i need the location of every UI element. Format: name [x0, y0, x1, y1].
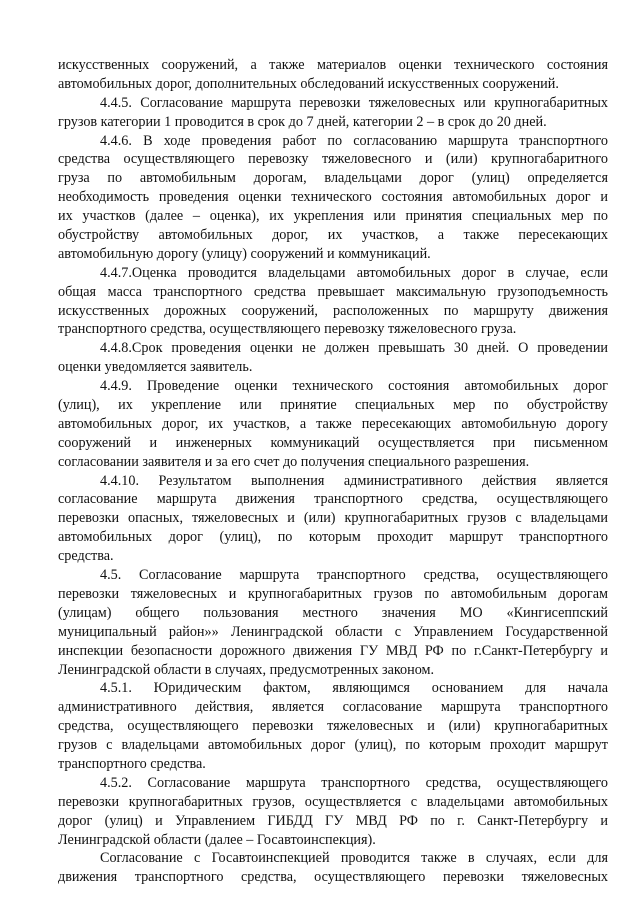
text-line: обустройству автомобильных дорог, их участков, а также пересекающих [58, 227, 608, 244]
text-line: административного действия, является согласование маршрута транспортного [58, 699, 608, 716]
paragraph-p-4-5-2 [58, 774, 608, 850]
text-line: оценки уведомляется заявитель. [58, 359, 253, 376]
text-line: перевозки тяжеловесных и крупногабаритных грузов по автомобильным дорогам [58, 585, 608, 602]
text-line: транспортного средства. [58, 755, 206, 772]
text-line: их участков (далее – оценка), их укрепления или принятия специальных мер по [58, 208, 608, 225]
text-line: 4.5. Согласование маршрута транспортного средства, осуществляющего [100, 567, 608, 584]
text-line: средства. [58, 548, 114, 565]
text-line: 4.4.8.Срок проведения оценки не должен превышать 30 дней. О проведении [100, 340, 608, 357]
text-line: необходимость проведения оценки технического состояния автомобильных дорог и [58, 189, 608, 206]
text-line: средства, осуществляющего перевозки тяжеловесных и (или) крупногабаритных [58, 718, 608, 735]
text-line: дорог (улиц) и Управлением ГИБДД ГУ МВД РФ по г. Санкт-Петербургу и [58, 812, 608, 829]
text-line: грузов с владельцами автомобильных дорог (улиц), по которым проходит маршрут [58, 737, 608, 754]
paragraph-p-final [58, 849, 608, 887]
text-line: 4.4.9. Проведение оценки технического состояния автомобильных дорог [100, 378, 608, 395]
paragraph-p-4-4-6 [58, 132, 608, 264]
text-line: искусственных дорожных сооружений, расположенных по маршруту движения [58, 302, 608, 319]
text-line: 4.4.6. В ходе проведения работ по согласованию маршрута транспортного [100, 132, 608, 149]
text-line: перевозки крупногабаритных грузов, осуществляется с владельцами автомобильных [58, 793, 608, 810]
text-line: 4.5.1. Юридическим фактом, являющимся основанием для начала [100, 680, 608, 697]
text-line: Ленинградской области в случаях, предусмотренных законом. [58, 661, 435, 678]
text-line: искусственных сооружений, а также материалов оценки технического состояния [58, 57, 608, 73]
text-line: 4.5.2. Согласование маршрута транспортного средства, осуществляющего [100, 774, 608, 791]
text-line: сооружений и инженерных коммуникаций осуществляется при письменном [58, 434, 608, 451]
text-line: автомобильную дорогу (улицу) сооружений и коммуникаций. [58, 245, 431, 262]
text-line: груза по автомобильным дорогам, владельцами дорог (улиц) определяется [58, 170, 608, 187]
text-line: автомобильных дорог, дополнительных обследований искусственных сооружений. [58, 75, 559, 92]
text-line: согласовании заявителя и за его счет до получения специального разрешения. [58, 453, 530, 470]
text-line: муниципальный район»» Ленинградской области с Управлением Государственной [58, 623, 608, 640]
text-line: грузов категории 1 проводится в срок до 7 дней, категории 2 – в срок до 20 дней. [58, 113, 547, 130]
text-line: (улицам) общего пользования местного значения МО «Кингисеппский [58, 604, 608, 621]
text-line: 4.4.10. Результатом выполнения административного действия является [100, 472, 608, 489]
text-line: 4.4.7.Оценка проводится владельцами автомобильных дорог в случае, если [100, 264, 608, 281]
text-line: движения транспортного средства, осуществляющего перевозки тяжеловесных [58, 869, 608, 886]
paragraph-p0 [58, 56, 608, 94]
paragraph-p-4-4-5 [58, 94, 608, 132]
paragraph-p-4-4-7 [58, 264, 608, 340]
paragraph-p-4-4-9 [58, 377, 608, 471]
text-line: автомобильных дорог, их участков, а также пересекающих автомобильную дорогу [58, 415, 608, 432]
paragraph-p-4-4-8 [58, 339, 608, 377]
text-line: перевозки опасных, тяжеловесных и (или) крупногабаритных грузов с владельцами [58, 510, 608, 527]
text-line: (улиц), их укрепление или принятие специальных мер по обустройству [58, 397, 608, 414]
text-line: Ленинградской области (далее – Госавтоинспекция). [58, 831, 376, 848]
document-page [58, 56, 608, 887]
text-line: Согласование с Госавтоинспекцией проводится также в случаях, если для [100, 850, 608, 867]
text-line: 4.4.5. Согласование маршрута перевозки тяжеловесных или крупногабаритных [100, 94, 608, 111]
paragraph-p-4-5-1 [58, 679, 608, 773]
text-line: общая масса транспортного средства превышает максимальную грузоподъемность [58, 283, 608, 300]
text-line: инспекции безопасности дорожного движения ГУ МВД РФ по г.Санкт-Петербургу и [58, 642, 608, 659]
paragraph-p-4-5 [58, 566, 608, 679]
text-line: автомобильных дорог (улиц), по которым проходит маршрут транспортного [58, 529, 608, 546]
text-line: средства осуществляющего перевозку тяжеловесного и (или) крупногабаритного [58, 151, 608, 168]
paragraph-p-4-4-10 [58, 472, 608, 566]
text-line: транспортного средства, осуществляющего перевозку тяжеловесного груза. [58, 321, 517, 338]
text-line: согласование маршрута движения транспортного средства, осуществляющего [58, 491, 608, 508]
